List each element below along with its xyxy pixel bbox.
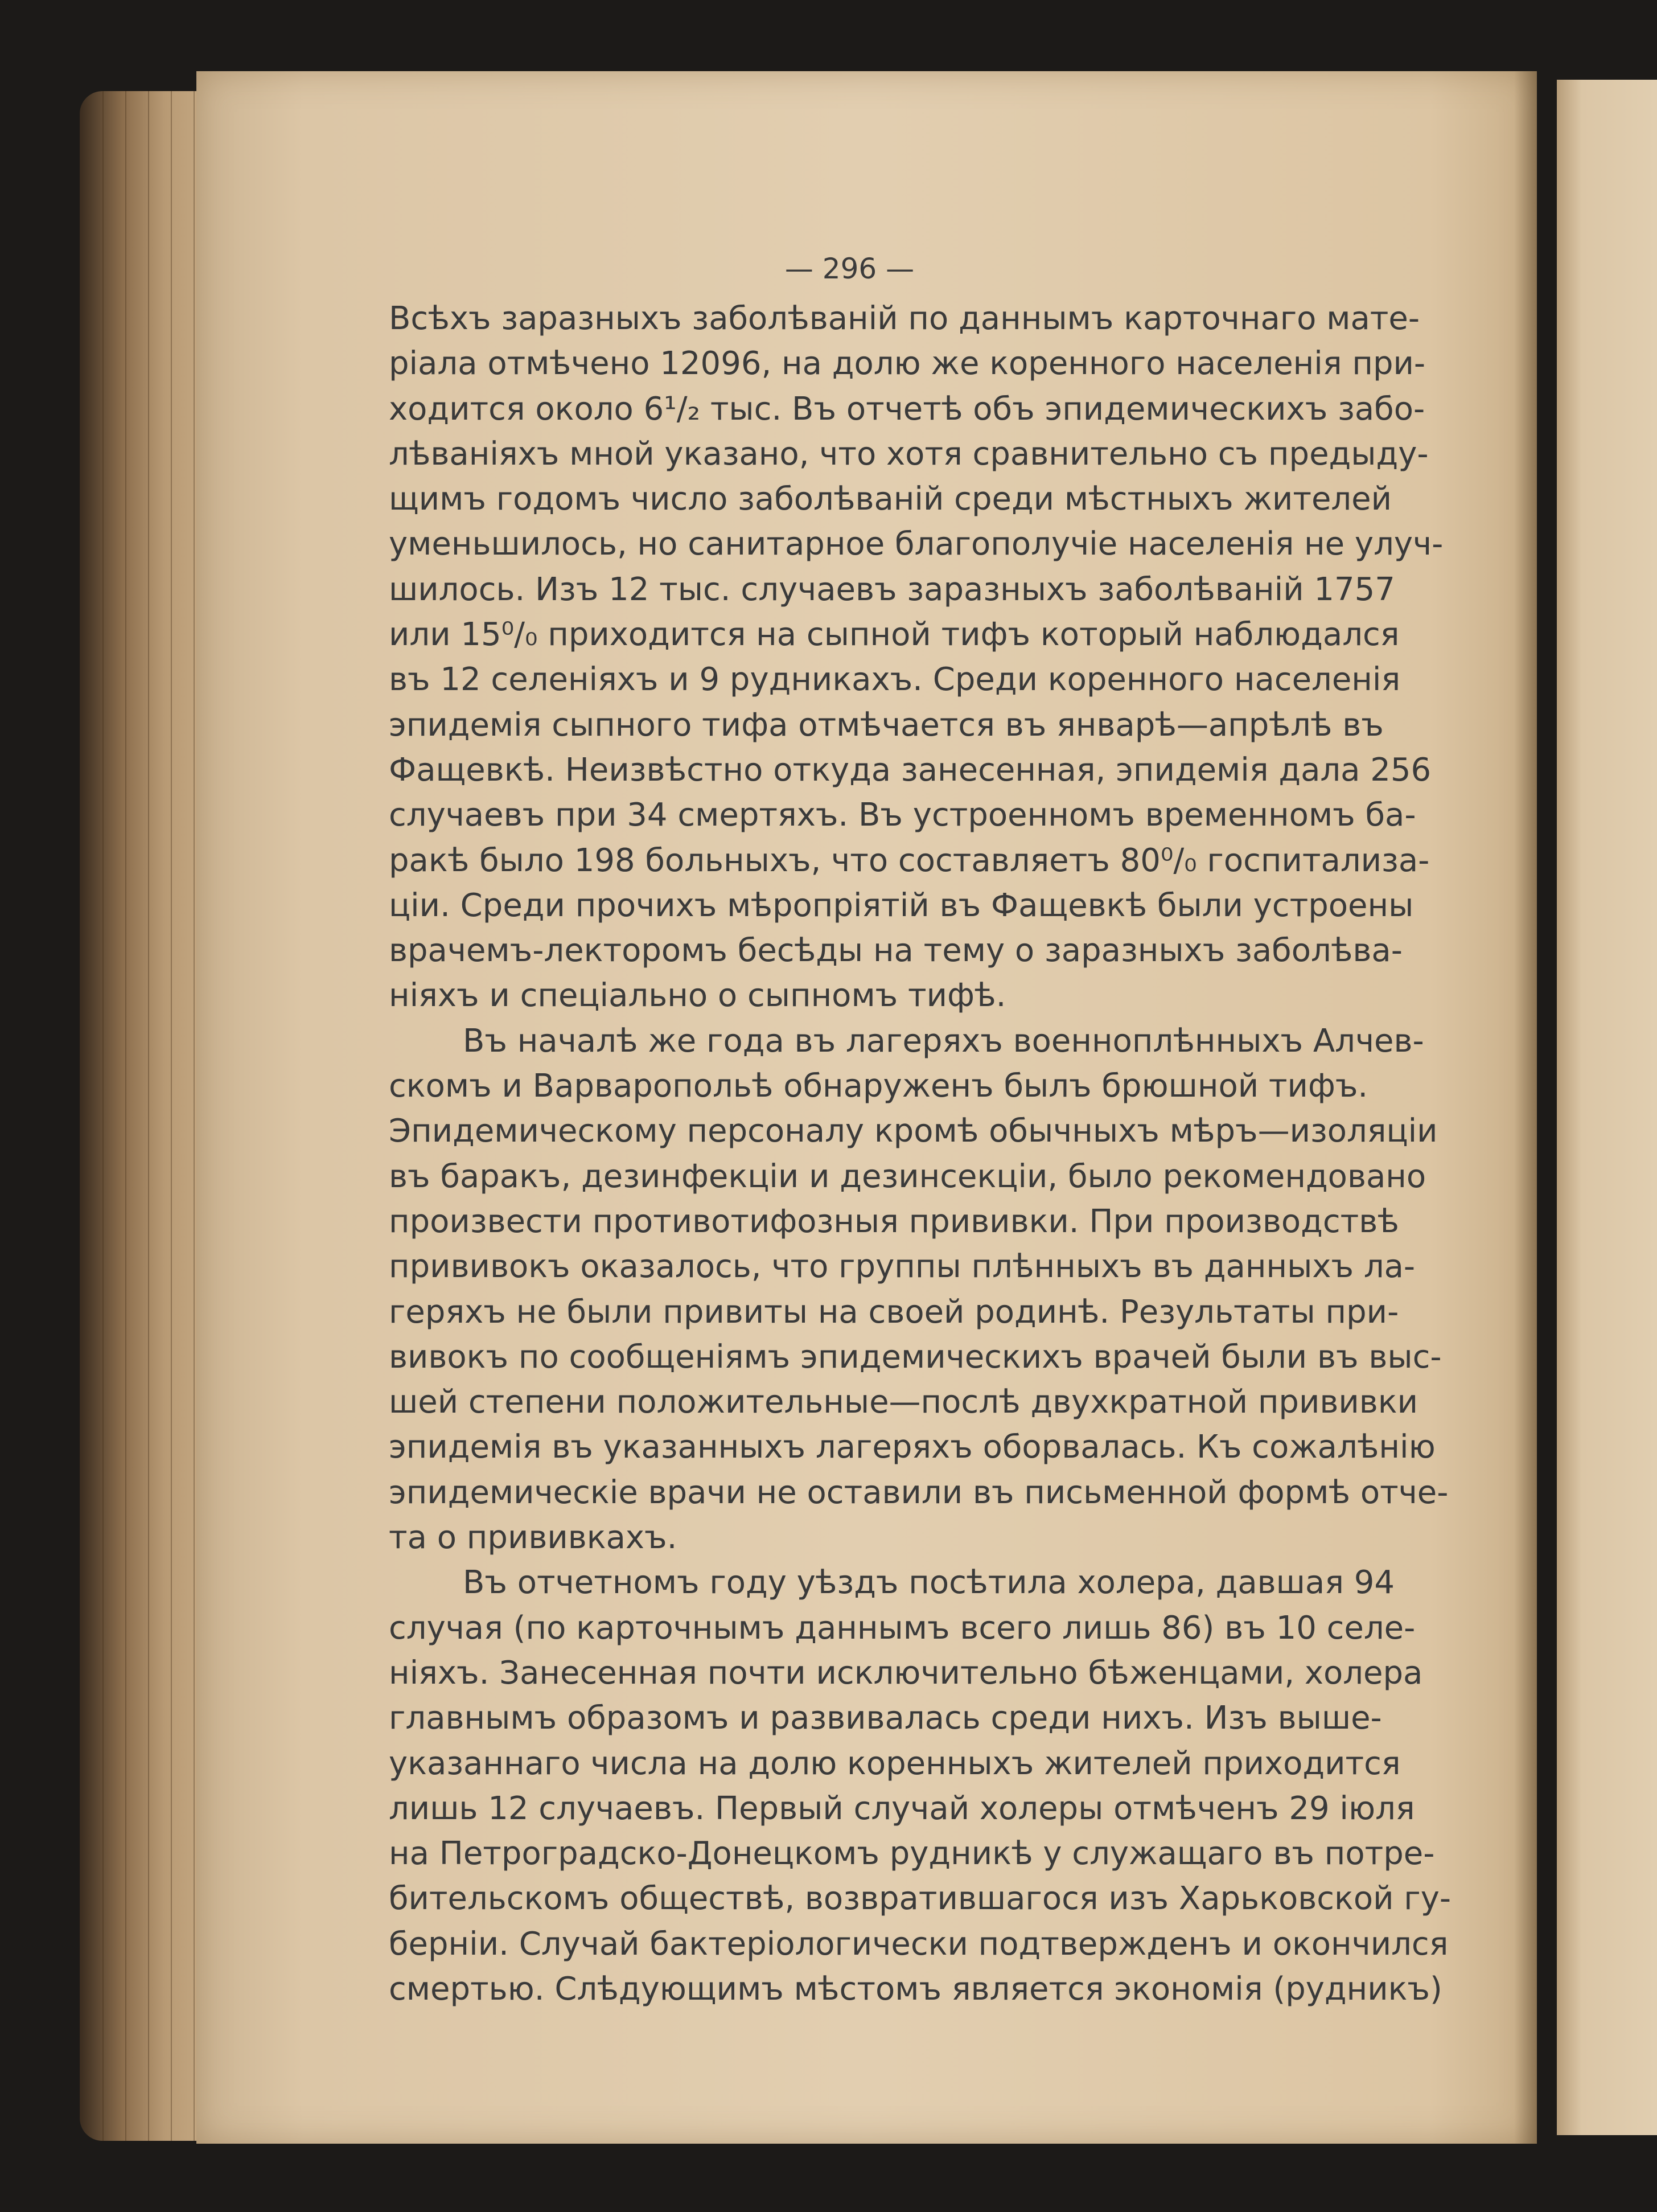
paragraph-1: Всѣхъ заразныхъ заболѣваній по даннымъ карточнаго мате- ріала отмѣчено 12096, на долю же коренного населенія при- ходится около 6¹/₂ тыс. Въ отчетѣ объ эпидемическихъ забо- лѣваніяхъ мной указано, что хотя сравнительно съ предыду- щимъ годомъ число заболѣваній среди мѣстныхъ жителей уменьшилось, но санитарное благополучіе населенія не улуч- шилось. Изъ 12 тыс. случаевъ заразныхъ заболѣваній 1757 или 15⁰/₀ приходится на сыпной тифъ который наблюдался въ 12 селеніяхъ и 9 рудникахъ. Среди коренного населенія эпидемія сыпного тифа отмѣчается въ январѣ—апрѣлѣ въ Фащевкѣ. Неизвѣстно откуда занесенная, эпидемія дала 256 случаевъ при 34 смертяхъ. Въ устроенномъ временномъ ба- ракѣ было 198 больныхъ, что составляетъ 80⁰/₀ госпитализа- ціи. Среди прочихъ мѣропріятій въ Фащевкѣ были устроены врачемъ-лекторомъ бесѣды на тему о заразныхъ заболѣва- ніяхъ и спеціально о сыпномъ тифѣ. — [389, 300, 1444, 1015]
book-page — [196, 71, 1537, 2144]
facing-page-edge — [1557, 80, 1657, 2135]
page-number: — 296 — — [784, 252, 915, 285]
paragraph-3: Въ отчетномъ году уѣздъ посѣтила холера, давшая 94 случая (по карточнымъ даннымъ всего лишь 86) въ 10 селе- ніяхъ. Занесенная почти исключительно бѣженцами, холера главнымъ образомъ и развивалась среди нихъ. Изъ выше- указаннаго числа на долю коренныхъ жителей приходится лишь 12 случаевъ. Первый случай холеры отмѣченъ 29 іюля на Петроградско-Донецкомъ рудникѣ у служащаго въ потре- бительскомъ обществѣ, возвратившагося изъ Харьковской гу- берніи. Случай бактеріологически подтвержденъ и окончился смертью. Слѣдующимъ мѣстомъ является экономія (рудникъ) — [389, 1564, 1452, 2008]
paragraph-2: Въ началѣ же года въ лагеряхъ военноплѣнныхъ Алчев- скомъ и Варваропольѣ обнаруженъ былъ брюшной тифъ. Эпидемическому персоналу кромѣ обычныхъ мѣръ—изоляціи въ баракъ, дезинфекціи и дезинсекціи, было рекомендовано произвести противотифозныя прививки. При производствѣ прививокъ оказалось, что группы плѣнныхъ въ данныхъ ла- геряхъ не были привиты на своей родинѣ. Результаты при- вивокъ по сообщеніямъ эпидемическихъ врачей были въ выс- шей степени положительные—послѣ двухкратной прививки эпидемія въ указанныхъ лагеряхъ оборвалась. Къ сожалѣнію эпидемическіе врачи не оставили въ письменной формѣ отче- та о прививкахъ. — [389, 1022, 1449, 1557]
page-body — [389, 296, 1504, 2012]
